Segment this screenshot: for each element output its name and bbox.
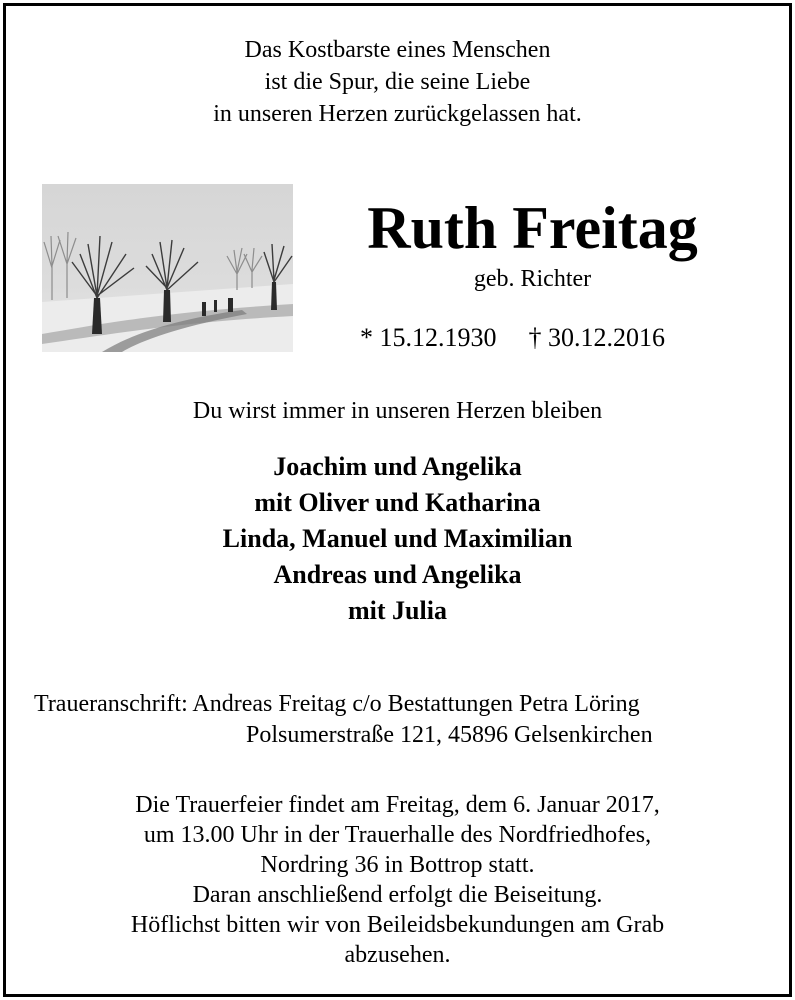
motto-line: Das Kostbarste eines Menschen <box>244 37 551 63</box>
mourning-address-line-1: Traueranschrift: Andreas Freitag c/o Bestattungen Petra Löring <box>34 691 640 717</box>
service-line: Die Trauerfeier findet am Freitag, dem 6. Januar 2017, <box>135 792 660 818</box>
death-date: † 30.12.2016 <box>528 323 665 352</box>
mourner-line: Andreas und Angelika <box>273 560 522 589</box>
service-line: Höflichst bitten wir von Beileidsbekundungen am Grab <box>130 912 665 938</box>
service-line: um 13.00 Uhr in der Trauerhalle des Nordfriedhofes, <box>143 822 652 848</box>
maiden-name: geb. Richter <box>473 266 592 292</box>
motto <box>0 34 795 130</box>
mourner-line: mit Oliver und Katharina <box>254 488 541 517</box>
service-details <box>0 790 795 970</box>
deceased-name: Ruth Freitag <box>367 195 698 261</box>
mourner-line: Linda, Manuel und Maximilian <box>222 524 573 553</box>
tagline: Du wirst immer in unseren Herzen bleiben <box>192 398 603 424</box>
life-dates <box>360 322 665 354</box>
mourner-line: Joachim und Angelika <box>273 452 522 481</box>
mourners-list <box>0 449 795 629</box>
service-line: abzusehen. <box>344 942 451 968</box>
service-line: Nordring 36 in Bottrop statt. <box>260 852 535 878</box>
mourner-line: mit Julia <box>348 596 447 625</box>
mourning-address-line-2: Polsumerstraße 121, 45896 Gelsenkirchen <box>246 722 653 748</box>
motto-line: in unseren Herzen zurückgelassen hat. <box>213 101 582 127</box>
birth-date: * 15.12.1930 <box>360 323 497 352</box>
winter-willows-photo <box>42 184 293 352</box>
motto-line: ist die Spur, die seine Liebe <box>264 69 531 95</box>
service-line: Daran anschließend erfolgt die Beiseitung. <box>192 882 603 908</box>
